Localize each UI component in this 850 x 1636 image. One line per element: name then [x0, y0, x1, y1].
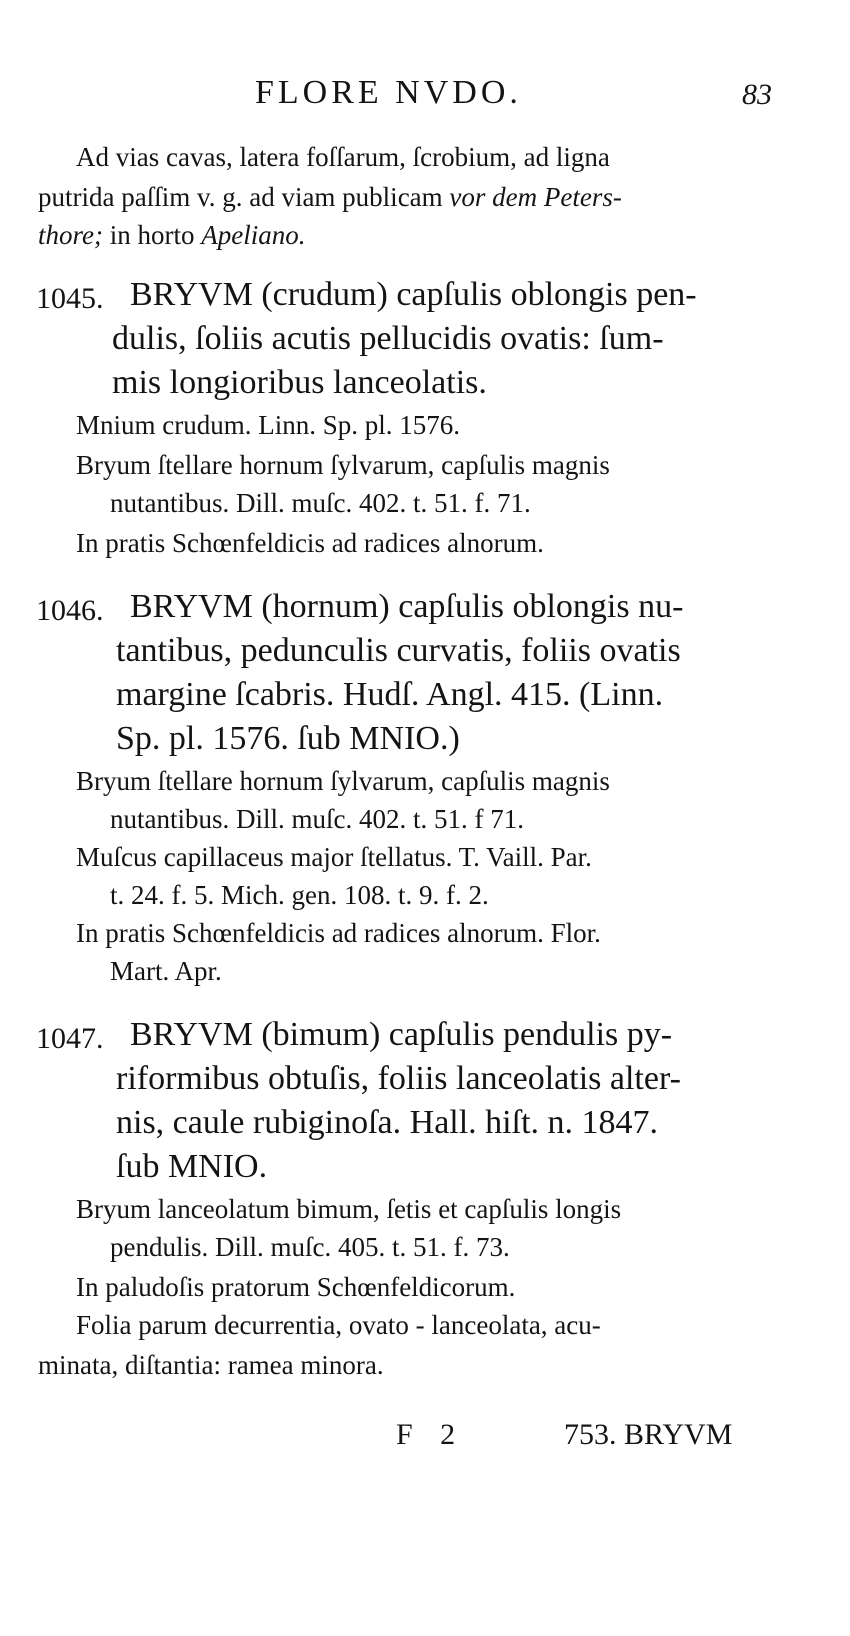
- entry-1046-line-1: BRYVM (hornum) capſulis oblongis nu-: [130, 588, 684, 625]
- entry-1045-ref-2: Bryum ſtellare hornum ſylvarum, capſulis magnis: [76, 450, 610, 480]
- intro-line-1: Ad vias cavas, latera foſſarum, ſcrobium, ad ligna: [76, 142, 610, 172]
- entry-1046-number: 1046.: [36, 594, 104, 627]
- entry-1045-line-1: BRYVM (crudum) capſulis oblongis pen-: [130, 276, 697, 313]
- entry-1047-ref-1: Bryum lanceolatum bimum, ſetis et capſulis longis: [76, 1194, 622, 1224]
- intro-line-2: putrida paſſim v. g. ad viam publicam vor dem Peters-: [38, 182, 622, 212]
- page-number: 83: [742, 78, 772, 111]
- intro-line-3: thore; in horto Apeliano.: [38, 220, 306, 250]
- entry-1045-number: 1045.: [36, 282, 104, 315]
- entry-1046-ref-3: Muſcus capillaceus major ſtellatus. T. Vaill. Par.: [76, 842, 592, 872]
- entry-1046-line-2: tantibus, pedunculis curvatis, foliis ovatis: [116, 632, 681, 669]
- entry-1047-ref-3: In paludoſis pratorum Schœnfeldicorum.: [76, 1272, 516, 1302]
- catchword: 753. BRYVM: [564, 1418, 733, 1451]
- entry-1047-note-2: minata, diſtantia: ramea minora.: [38, 1350, 384, 1380]
- signature-mark: F 2: [396, 1418, 466, 1451]
- entry-1046-ref-2: nutantibus. Dill. muſc. 402. t. 51. f 71.: [110, 804, 524, 834]
- entry-1045-line-3: mis longioribus lanceolatis.: [112, 364, 487, 401]
- entry-1047-note-1: Folia parum decurrentia, ovato - lanceolata, acu-: [76, 1310, 601, 1340]
- running-title: FLORE NVDO.: [255, 74, 522, 111]
- entry-1045-ref-3: nutantibus. Dill. muſc. 402. t. 51. f. 71.: [110, 488, 531, 518]
- entry-1045-line-2: dulis, ſoliis acutis pellucidis ovatis: ſum-: [112, 320, 664, 357]
- entry-1047-ref-2: pendulis. Dill. muſc. 405. t. 51. f. 73.: [110, 1232, 510, 1262]
- entry-1046-ref-6: Mart. Apr.: [110, 956, 222, 986]
- entry-1047-line-2: riformibus obtuſis, foliis lanceolatis alter-: [116, 1060, 681, 1097]
- entry-1046-ref-5: In pratis Schœnfeldicis ad radices alnorum. Flor.: [76, 918, 601, 948]
- entry-1047-number: 1047.: [36, 1022, 104, 1055]
- entry-1046-ref-4: t. 24. f. 5. Mich. gen. 108. t. 9. f. 2.: [110, 880, 489, 910]
- entry-1045-ref-4: In pratis Schœnfeldicis ad radices alnorum.: [76, 528, 544, 558]
- entry-1047-line-1: BRYVM (bimum) capſulis pendulis py-: [130, 1016, 673, 1053]
- entry-1047-line-3: nis, caule rubiginoſa. Hall. hiſt. n. 1847.: [116, 1104, 659, 1141]
- entry-1045-ref-1: Mnium crudum. Linn. Sp. pl. 1576.: [76, 410, 460, 440]
- entry-1047-line-4: ſub MNIO.: [116, 1148, 268, 1185]
- running-head: [0, 74, 850, 124]
- entry-1046-line-4: Sp. pl. 1576. ſub MNIO.): [116, 720, 460, 757]
- entry-1046-ref-1: Bryum ſtellare hornum ſylvarum, capſulis magnis: [76, 766, 610, 796]
- entry-1046-line-3: margine ſcabris. Hudſ. Angl. 415. (Linn.: [116, 676, 664, 713]
